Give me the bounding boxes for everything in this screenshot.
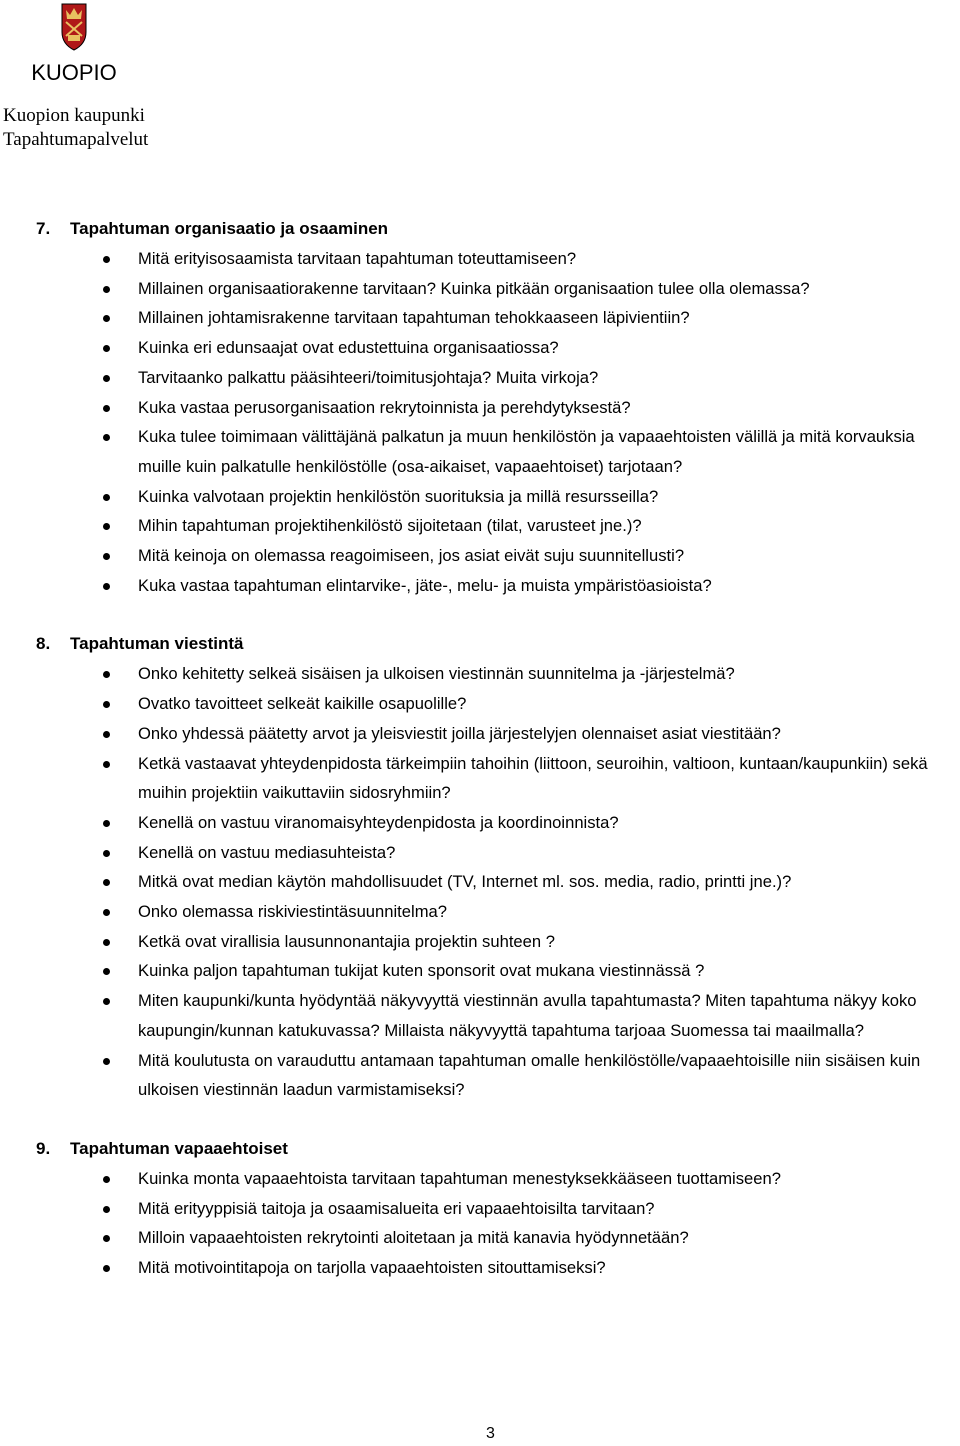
org-line-1: Kuopion kaupunki <box>3 105 145 126</box>
bullet-icon <box>103 1235 110 1242</box>
bullet-icon <box>103 1176 110 1183</box>
list-item: Mitä motivointitapoja on tarjolla vapaaehtoisten sitouttamiseksi? <box>0 1253 960 1283</box>
page-header <box>0 0 240 170</box>
section-title: Tapahtuman organisaatio ja osaaminen <box>70 219 389 238</box>
bullet-icon <box>103 998 110 1005</box>
bullet-icon <box>103 286 110 293</box>
section-7 <box>0 214 960 600</box>
question-list <box>0 659 960 1105</box>
org-line-2: Tapahtumapalvelut <box>3 129 149 150</box>
section-number: 9. <box>36 1138 51 1158</box>
list-item: Mihin tapahtuman projektihenkilöstö sijoitetaan (tilat, varusteet jne.)? <box>0 511 960 541</box>
list-item: Ketkä vastaavat yhteydenpidosta tärkeimpiin tahoihin (liittoon, seuroihin, valtioon, kuntaan/kaupunkiin) sekä muihin projektiin vaikuttaviin sidosryhmiin? <box>0 749 960 808</box>
bullet-icon <box>103 1206 110 1213</box>
bullet-icon <box>103 553 110 560</box>
list-item: Kuinka valvotaan projektin henkilöstön suorituksia ja millä resursseilla? <box>0 482 960 512</box>
bullet-icon <box>103 850 110 857</box>
bullet-icon <box>103 671 110 678</box>
list-item: Mitä erityisosaamista tarvitaan tapahtuman toteuttamiseen? <box>0 244 960 274</box>
list-item: Kuinka eri edunsaajat ovat edustettuina organisaatiossa? <box>0 333 960 363</box>
document-body <box>0 214 960 1283</box>
section-heading <box>0 629 960 659</box>
list-item: Mitkä ovat median käytön mahdollisuudet (TV, Internet ml. sos. media, radio, printti jne.)? <box>0 867 960 897</box>
list-item: Tarvitaanko palkattu pääsihteeri/toimitusjohtaja? Muita virkoja? <box>0 363 960 393</box>
bullet-icon <box>103 405 110 412</box>
section-heading <box>0 1134 960 1164</box>
bullet-icon <box>103 375 110 382</box>
list-item: Milloin vapaaehtoisten rekrytointi aloitetaan ja mitä kanavia hyödynnetään? <box>0 1223 960 1253</box>
list-item: Onko yhdessä päätetty arvot ja yleisviestit joilla järjestelyjen olennaiset asiat viestitään? <box>0 719 960 749</box>
section-9 <box>0 1134 960 1283</box>
bullet-icon <box>103 434 110 441</box>
page-number: 3 <box>486 1425 495 1442</box>
list-item: Mitä koulutusta on varauduttu antamaan tapahtuman omalle henkilöstölle/vapaaehtoisille niin sisäisen kuin ulkoisen viestinnän laadun varmistamiseksi? <box>0 1046 960 1105</box>
list-item: Mitä erityyppisiä taitoja ja osaamisalueita eri vapaaehtoisilta tarvitaan? <box>0 1194 960 1224</box>
section-title: Tapahtuman viestintä <box>70 634 244 654</box>
kuopio-logo <box>26 2 122 90</box>
list-item: Kuka tulee toimimaan välittäjänä palkatun ja muun henkilöstön ja vapaaehtoisten välillä ja mitä korvauksia muille kuin palkatulle henkilöstölle (osa-aikaiset, vapaaehtoiset) tarjotaan? <box>0 422 960 481</box>
list-item: Ovatko tavoitteet selkeät kaikille osapuolille? <box>0 689 960 719</box>
bullet-icon <box>103 820 110 827</box>
section-heading <box>0 214 960 244</box>
section-number: 7. <box>36 219 51 238</box>
list-item: Kenellä on vastuu viranomaisyhteydenpidosta ja koordinoinnista? <box>0 808 960 838</box>
list-item: Ketkä ovat virallisia lausunnonantajia projektin suhteen ? <box>0 927 960 957</box>
list-item: Onko olemassa riskiviestintäsuunnitelma? <box>0 897 960 927</box>
bullet-icon <box>103 494 110 501</box>
list-item: Onko kehitetty selkeä sisäisen ja ulkoisen viestinnän suunnitelma ja -järjestelmä? <box>0 659 960 689</box>
question-list <box>0 244 960 600</box>
bullet-icon <box>103 345 110 352</box>
logo-wordmark: KUOPIO <box>31 60 117 85</box>
bullet-icon <box>103 968 110 975</box>
bullet-icon <box>103 939 110 946</box>
bullet-icon <box>103 523 110 530</box>
bullet-icon <box>103 731 110 738</box>
bullet-icon <box>103 701 110 708</box>
section-8 <box>0 629 960 1105</box>
bullet-icon <box>103 315 110 322</box>
list-item: Mitä keinoja on olemassa reagoimiseen, jos asiat eivät suju suunnitellusti? <box>0 541 960 571</box>
section-number: 8. <box>36 634 51 654</box>
list-item: Kenellä on vastuu mediasuhteista? <box>0 838 960 868</box>
list-item: Millainen johtamisrakenne tarvitaan tapahtuman tehokkaaseen läpivientiin? <box>0 303 960 333</box>
bullet-icon <box>103 761 110 768</box>
bullet-icon <box>103 256 110 263</box>
organization-name <box>3 104 148 152</box>
bullet-icon <box>103 1265 110 1272</box>
bullet-icon <box>103 909 110 916</box>
question-list <box>0 1164 960 1283</box>
list-item: Kuka vastaa perusorganisaation rekrytoinnista ja perehdytyksestä? <box>0 393 960 423</box>
list-item: Millainen organisaatiorakenne tarvitaan? Kuinka pitkään organisaation tulee olla olemassa? <box>0 274 960 304</box>
list-item: Kuinka paljon tapahtuman tukijat kuten sponsorit ovat mukana viestinnässä ? <box>0 956 960 986</box>
bullet-icon <box>103 879 110 886</box>
bullet-icon <box>103 1058 110 1065</box>
section-title: Tapahtuman vapaaehtoiset <box>70 1138 288 1158</box>
list-item: Miten kaupunki/kunta hyödyntää näkyvyyttä viestinnän avulla tapahtumasta? Miten tapahtuma näkyy koko kaupungin/kunnan katukuvassa? Millaista näkyvyyttä tapahtuma tarjoaa Suomessa tai maailmalla? <box>0 986 960 1045</box>
list-item: Kuka vastaa tapahtuman elintarvike-, jäte-, melu- ja muista ympäristöasioista? <box>0 571 960 601</box>
list-item: Kuinka monta vapaaehtoista tarvitaan tapahtuman menestyksekkääseen tuottamiseen? <box>0 1164 960 1194</box>
bullet-icon <box>103 583 110 590</box>
